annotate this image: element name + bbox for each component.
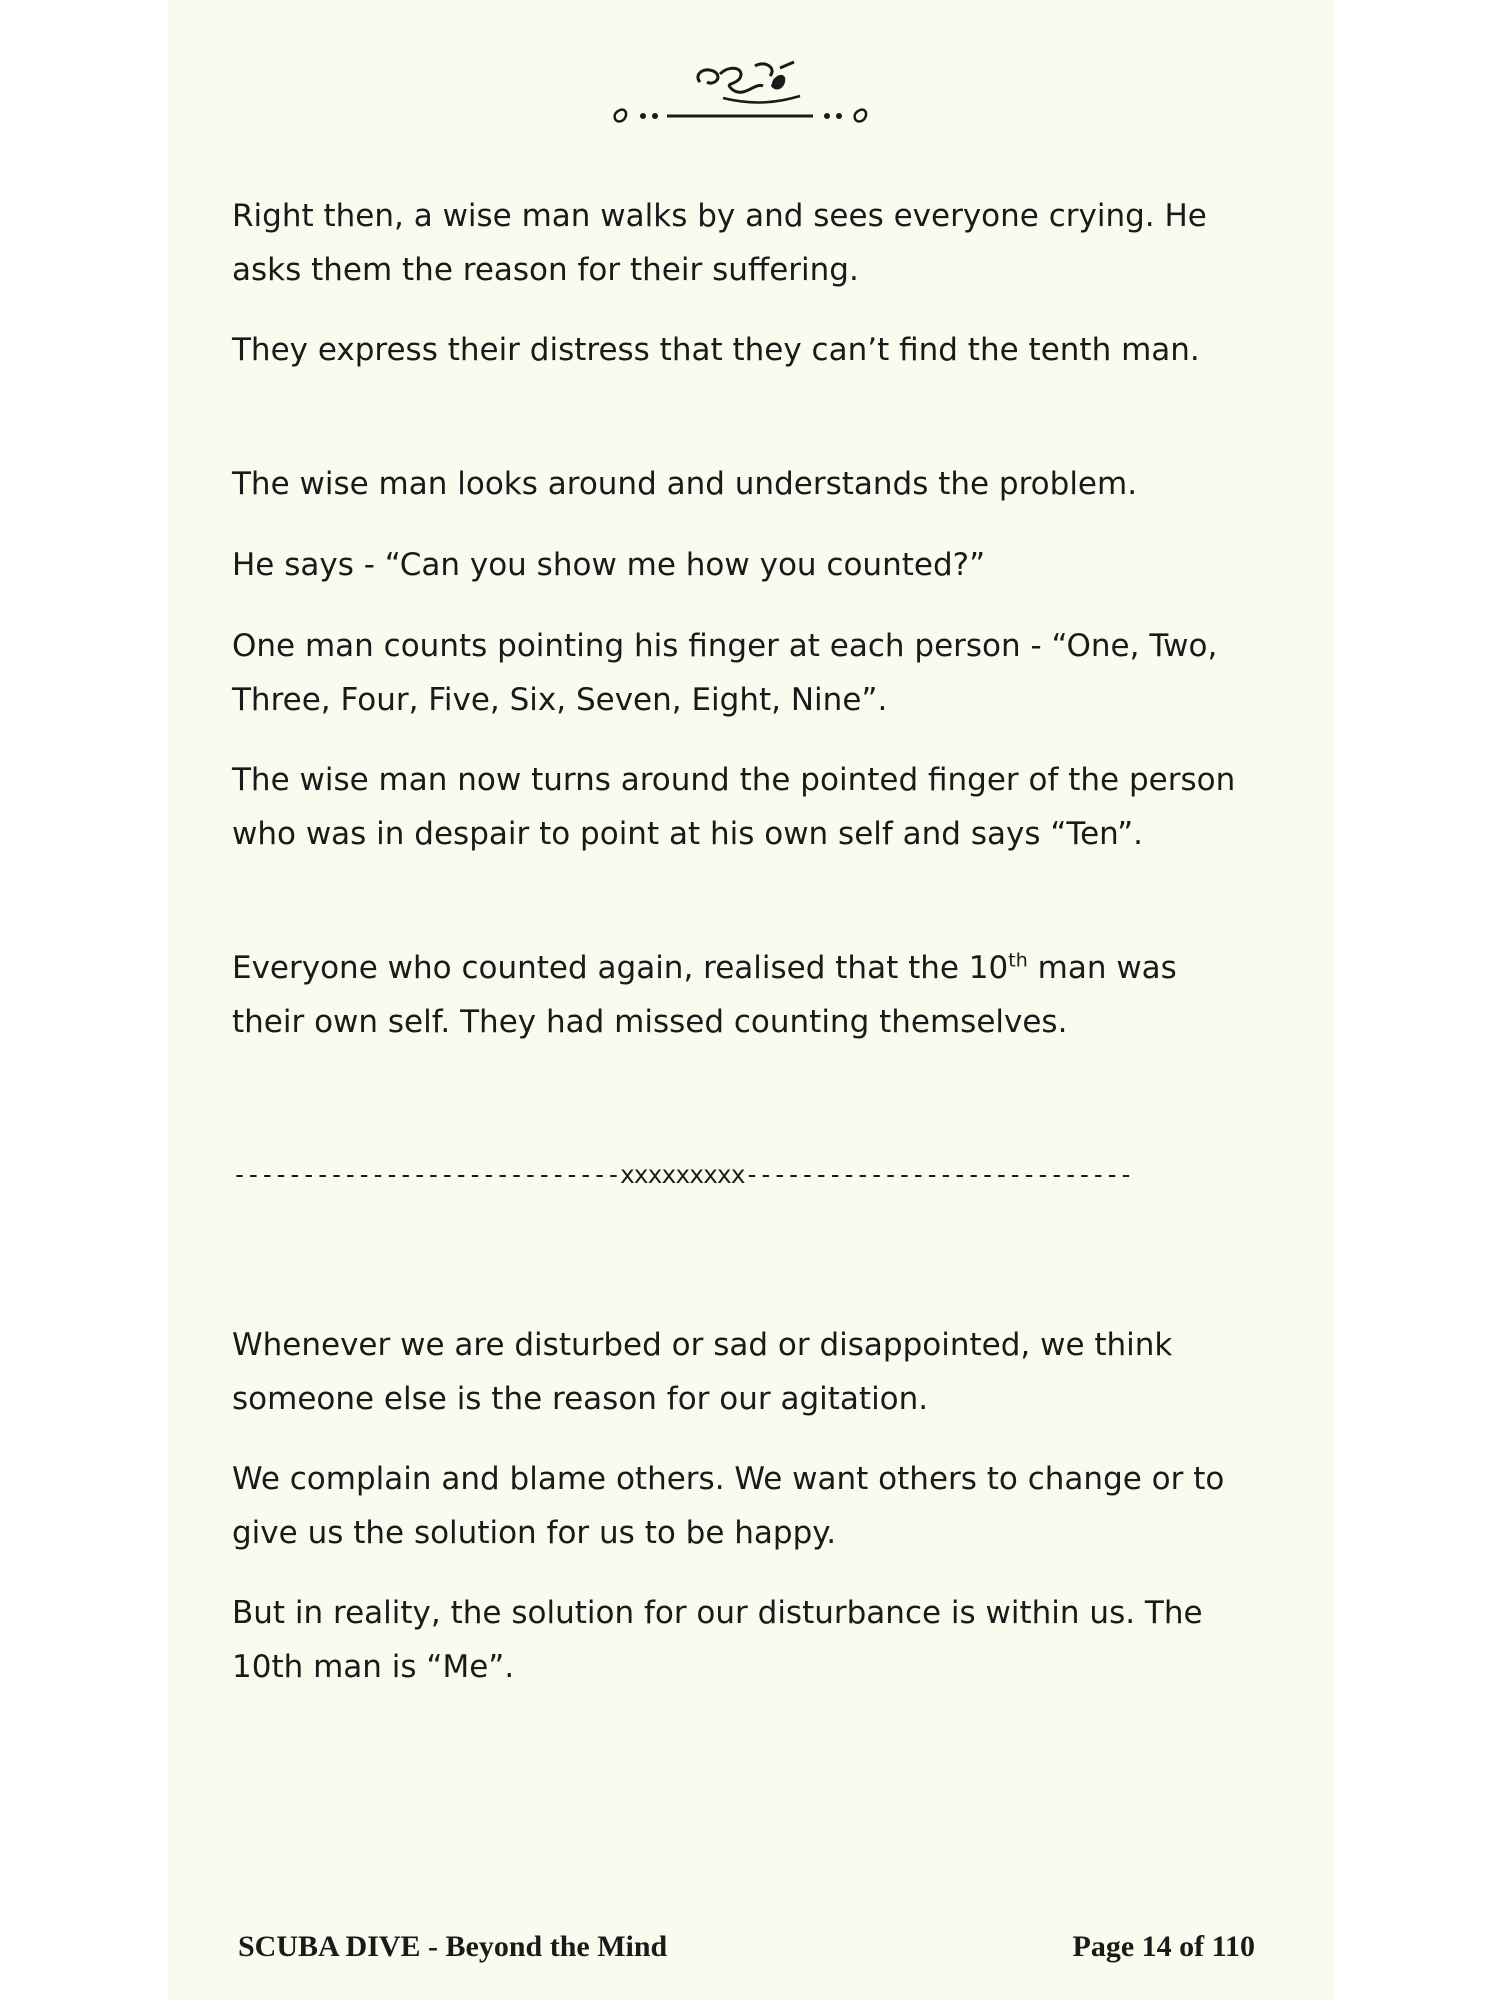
story-paragraph-1: Right then, a wise man walks by and sees everyone crying. He asks them the reason for their suffering.	[232, 198, 1207, 288]
story-paragraph-3: The wise man looks around and understands the problem.	[232, 466, 1138, 502]
om-ornament-icon	[605, 52, 885, 132]
reflection-paragraph-1: Whenever we are disturbed or sad or disappointed, we think someone else is the reason for our agitation.	[232, 1327, 1173, 1417]
footer-page-number: Page 14 of 110	[1072, 1930, 1255, 1963]
story-paragraph-7: Everyone who counted again, realised that the 10th man was their own self. They had missed counting themselves.	[232, 949, 1177, 1040]
footer-book-title: SCUBA DIVE - Beyond the Mind	[238, 1930, 668, 1963]
story-paragraph-5: One man counts pointing his finger at each person - “One, Two, Three, Four, Five, Six, Seven, Eight, Nine”.	[232, 628, 1218, 718]
story-paragraph-2: They express their distress that they can’t find the tenth man.	[232, 332, 1200, 368]
reflection-paragraph-2: We complain and blame others. We want others to change or to give us the solution for us to be happy.	[232, 1461, 1225, 1551]
story-paragraph-4: He says - “Can you show me how you counted?”	[232, 547, 986, 583]
ordinal-superscript: th	[1008, 949, 1028, 972]
section-divider: ----------------------------xxxxxxxxx----------------------------	[232, 1160, 1133, 1189]
reflection-paragraph-3: But in reality, the solution for our disturbance is within us. The 10th man is “Me”.	[232, 1595, 1203, 1685]
story-paragraph-6: The wise man now turns around the pointed finger of the person who was in despair to point at his own self and says “Ten”.	[232, 762, 1236, 852]
